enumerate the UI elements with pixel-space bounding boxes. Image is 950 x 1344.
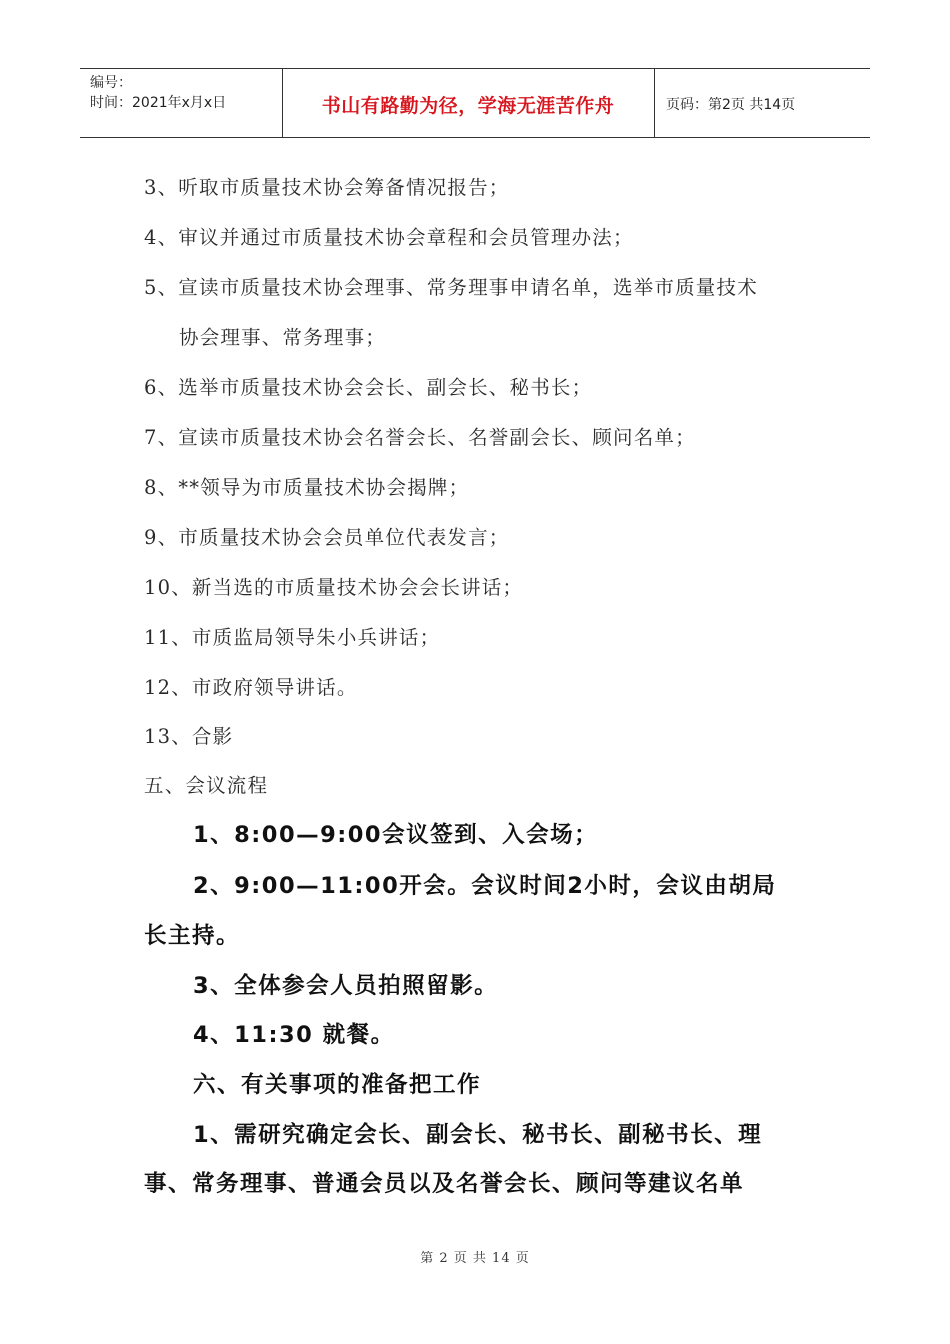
page-header (80, 68, 870, 138)
agenda-item: 8、**领导为市质量技术协会揭牌； (144, 476, 470, 499)
agenda-item: 12、市政府领导讲话。 (144, 676, 358, 699)
number-label: 编号： (90, 75, 132, 91)
agenda-item: 7、宣读市质量技术协会名誉会长、名誉副会长、顾问名单； (144, 426, 696, 449)
page-footer: 第 2 页 共 14 页 (420, 1251, 530, 1266)
agenda-item: 10、新当选的市质量技术协会会长讲话； (144, 576, 524, 599)
header-motto: 书山有路勤为径，学海无涯苦作舟 (321, 95, 615, 117)
agenda-item: 9、市质量技术协会会员单位代表发言； (144, 526, 510, 549)
agenda-item: 4、审议并通过市质量技术协会章程和会员管理办法； (144, 226, 634, 249)
section-heading: 六、有关事项的准备把工作 (193, 1072, 482, 1098)
header-divider (654, 69, 655, 137)
process-item: 事、常务理事、普通会员以及名誉会长、顾问等建议名单 (144, 1171, 745, 1197)
process-item: 3、全体参会人员拍照留影。 (193, 973, 499, 999)
process-item: 1、需研究确定会长、副会长、秘书长、副秘书长、理 (193, 1122, 763, 1148)
header-meta (90, 73, 226, 113)
agenda-item: 11、市质监局领导朱小兵讲话； (144, 626, 441, 649)
agenda-item: 13、合影 (144, 725, 234, 748)
agenda-item: 6、选举市质量技术协会会长、副会长、秘书长； (144, 376, 593, 399)
process-item: 长主持。 (144, 923, 241, 949)
date-label: 时间：2021年x月x日 (90, 95, 227, 111)
agenda-item: 3、听取市质量技术协会筹备情况报告； (144, 176, 510, 199)
process-item: 2、9:00—11:00开会。会议时间2小时，会议由胡局 (193, 873, 777, 899)
process-item: 4、11:30 就餐。 (193, 1022, 395, 1048)
agenda-item: 5、宣读市质量技术协会理事、常务理事申请名单，选举市质量技术 (144, 276, 758, 299)
agenda-item: 协会理事、常务理事； (179, 326, 387, 349)
page-number-label: 页码：第2页 共14页 (666, 97, 796, 113)
section-heading: 五、会议流程 (144, 774, 269, 797)
process-item: 1、8:00—9:00会议签到、入会场； (193, 822, 599, 848)
